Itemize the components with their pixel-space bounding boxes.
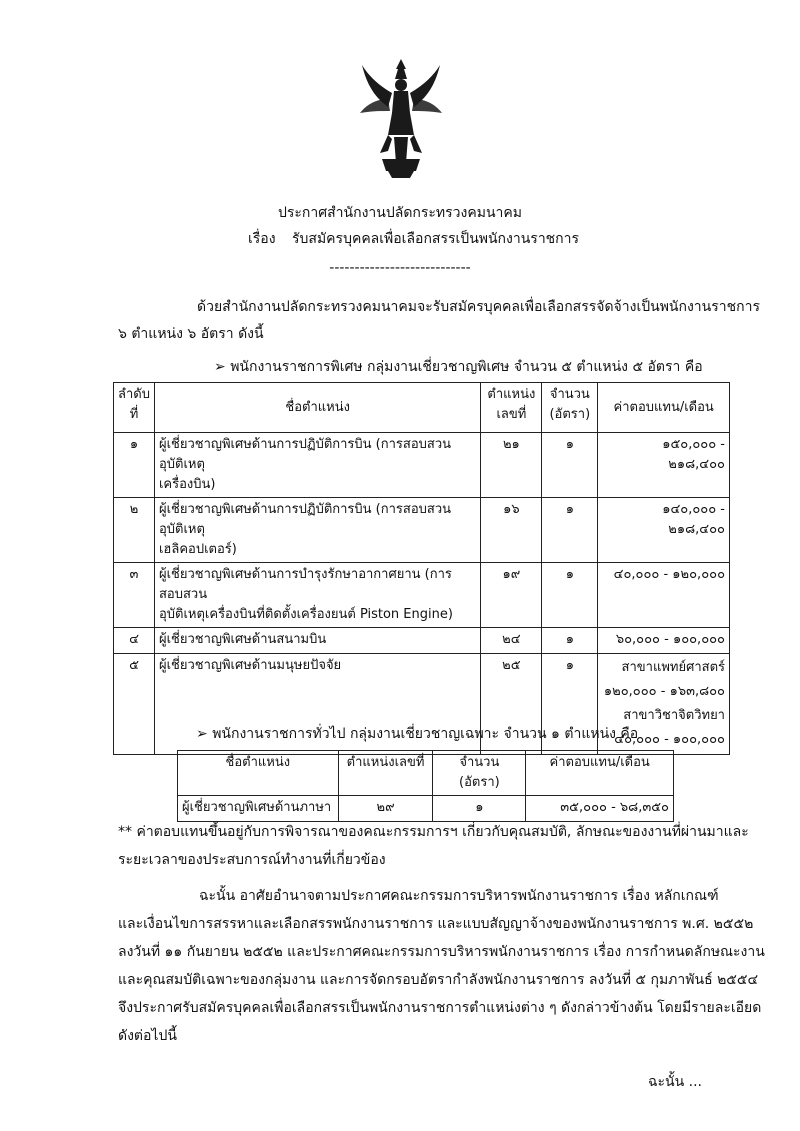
- row-count: ๑: [542, 498, 598, 563]
- row-pay: ๑๔๐,๐๐๐ - ๒๑๘,๔๐๐: [598, 498, 730, 563]
- table-row: [114, 563, 730, 628]
- body-line-6: ดังต่อไปนี้: [118, 1028, 177, 1044]
- intro-line-1: ด้วยสำนักงานปลัดกระทรวงคมนาคมจะรับสมัครบุคคลเพื่อเลือกสรรจัดจ้างเป็นพนักงานราชการ: [197, 299, 760, 315]
- row-num: ๑๖: [481, 498, 542, 563]
- row-num: ๒๙: [338, 796, 433, 822]
- row-name: ผู้เชี่ยวชาญพิเศษด้านภาษา: [178, 796, 339, 822]
- row-count: ๑: [433, 796, 526, 822]
- note-line-1: ** ค่าตอบแทนขึ้นอยู่กับการพิจารณาของคณะกรรมการฯ เกี่ยวกับคุณสมบัติ, ลักษณะของงานที่ผ่านมาและ: [118, 824, 749, 840]
- row-pay: ๖๐,๐๐๐ - ๑๐๐,๐๐๐: [598, 628, 730, 654]
- table-row: [114, 433, 730, 498]
- body-line-2: และเงื่อนไขการสรรหาและเลือกสรรพนักงานราชการ และแบบสัญญาจ้างของพนักงานราชการ พ.ศ. ๒๕๕๒: [118, 916, 754, 932]
- row-pay: สาขาแพทย์ศาสตร์ ๑๒๐,๐๐๐ - ๑๖๓,๘๐๐ สาขาวิชาจิตวิทยา ๔๐,๐๐๐ - ๑๐๐,๐๐๐: [598, 654, 730, 755]
- row-name: ผู้เชี่ยวชาญพิเศษด้านมนุษยปัจจัย: [154, 654, 480, 755]
- row-order: ๕: [114, 654, 155, 755]
- col-num-header: ตำแหน่งเลขที่: [338, 751, 433, 796]
- section1-heading: [214, 357, 703, 377]
- row-pay: ๑๕๐,๐๐๐ - ๒๑๘,๔๐๐: [598, 433, 730, 498]
- body-line-4: และคุณสมบัติเฉพาะของกลุ่มงาน และการจัดกรอบอัตรากำลังพนักงานราชการ ลงวันที่ ๕ กุมภาพันธ์ ๒๕๕๔: [118, 972, 759, 988]
- col-pay-header: ค่าตอบแทน/เดือน: [526, 751, 674, 796]
- section1-heading-text: พนักงานราชการพิเศษ กลุ่มงานเชี่ยวชาญพิเศษ จำนวน ๕ ตำแหน่ง ๕ อัตรา คือ: [230, 359, 703, 375]
- row-pay: ๓๕,๐๐๐ - ๖๘,๓๕๐: [526, 796, 674, 822]
- continuation-text: ฉะนั้น ...: [648, 1074, 702, 1090]
- row-count: ๑: [542, 433, 598, 498]
- col-name-header: ชื่อตำแหน่ง: [154, 383, 480, 433]
- table-header-row: [178, 751, 674, 796]
- row-count: ๑: [542, 654, 598, 755]
- row-name: ผู้เชี่ยวชาญพิเศษด้านการปฏิบัติการบิน (การสอบสวนอุบัติเหตุ เครื่องบิน): [154, 433, 480, 498]
- col-order-header: ลำดับ ที่: [114, 383, 155, 433]
- document-title: ประกาศสำนักงานปลัดกระทรวงคมนาคม: [277, 205, 522, 221]
- row-num: ๒๕: [481, 654, 542, 755]
- row-order: ๓: [114, 563, 155, 628]
- row-order: ๑: [114, 433, 155, 498]
- row-num: ๒๔: [481, 628, 542, 654]
- row-name: ผู้เชี่ยวชาญพิเศษด้านการปฏิบัติการบิน (การสอบสวนอุบัติเหตุ เฮลิคอปเตอร์): [154, 498, 480, 563]
- intro-line-2: ๖ ตำแหน่ง ๖ อัตรา ดังนี้: [118, 326, 264, 342]
- row-num: ๒๑: [481, 433, 542, 498]
- col-pay-header: ค่าตอบแทน/เดือน: [598, 383, 730, 433]
- col-count-header: จำนวน (อัตรา): [433, 751, 526, 796]
- bullet-arrow-icon: ➢: [214, 359, 226, 375]
- section2-heading-text: พนักงานราชการทั่วไป กลุ่มงานเชี่ยวชาญเฉพาะ จำนวน ๑ ตำแหน่ง คือ: [212, 726, 639, 742]
- col-count-header: จำนวน (อัตรา): [542, 383, 598, 433]
- table-row: [114, 498, 730, 563]
- general-position-table: [177, 750, 674, 822]
- positions-table: [113, 382, 730, 755]
- table-row: [114, 628, 730, 654]
- table-row: [178, 796, 674, 822]
- body-line-1: ฉะนั้น อาศัยอำนาจตามประกาศคณะกรรมการบริหารพนักงานราชการ เรื่อง หลักเกณฑ์: [199, 888, 719, 904]
- row-name: ผู้เชี่ยวชาญพิเศษด้านสนามบิน: [154, 628, 480, 654]
- col-num-header: ตำแหน่ง เลขที่: [481, 383, 542, 433]
- subject-text: รับสมัครบุคคลเพื่อเลือกสรรเป็นพนักงานราชการ: [292, 231, 580, 247]
- row-order: ๒: [114, 498, 155, 563]
- table-header-row: [114, 383, 730, 433]
- row-name: ผู้เชี่ยวชาญพิเศษด้านการบำรุงรักษาอากาศยาน (การสอบสวน อุบัติเหตุเครื่องบินที่ติดตั้งเครื่องยนต์ Piston Engine): [154, 563, 480, 628]
- header-separator: ----------------------------: [329, 260, 471, 276]
- section2-heading: [196, 724, 638, 744]
- garuda-emblem: [358, 55, 444, 180]
- col-name-header: ชื่อตำแหน่ง: [178, 751, 339, 796]
- row-num: ๑๙: [481, 563, 542, 628]
- note-line-2: ระยะเวลาของประสบการณ์ทำงานที่เกี่ยวข้อง: [118, 852, 386, 868]
- row-count: ๑: [542, 628, 598, 654]
- row-order: ๔: [114, 628, 155, 654]
- row-pay: ๔๐,๐๐๐ - ๑๒๐,๐๐๐: [598, 563, 730, 628]
- subject-label: เรื่อง: [248, 231, 276, 247]
- row-count: ๑: [542, 563, 598, 628]
- bullet-arrow-icon: ➢: [196, 726, 208, 742]
- body-line-5: จึงประกาศรับสมัครบุคคลเพื่อเลือกสรรเป็นพนักงานราชการตำแหน่งต่าง ๆ ดังกล่าวข้างต้น โดยมีรายละเอียด: [118, 1000, 762, 1016]
- body-line-3: ลงวันที่ ๑๑ กันยายน ๒๕๕๒ และประกาศคณะกรรมการบริหารพนักงานราชการ เรื่อง การกำหนดลักษณะงาน: [118, 944, 765, 960]
